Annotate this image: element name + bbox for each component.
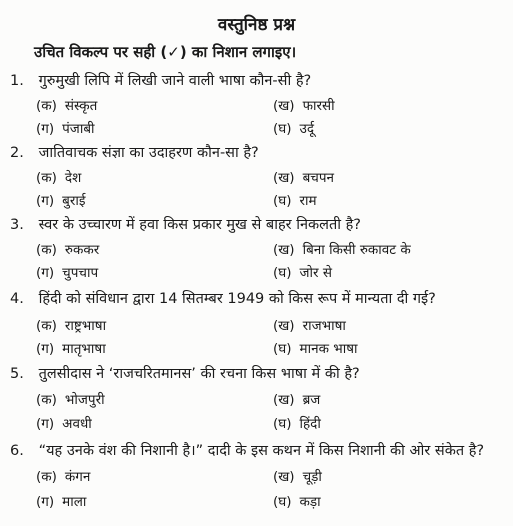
option-label: (ख)	[273, 242, 295, 258]
question-3	[10, 214, 510, 234]
option-6-ga[interactable]	[36, 492, 86, 510]
option-label: (ख)	[273, 469, 295, 485]
option-5-ka[interactable]	[36, 390, 105, 408]
question-text: “यह उनके वंश की निशानी है।” दादी के इस कथन में किस निशानी की ओर संकेत है?	[38, 443, 485, 459]
option-4-ga[interactable]	[36, 339, 106, 357]
option-5-ga[interactable]	[36, 414, 92, 432]
option-text: राम	[299, 193, 317, 209]
option-3-ga[interactable]	[36, 263, 98, 281]
option-text: राष्ट्रभाषा	[64, 318, 107, 334]
option-text: बुराई	[62, 193, 86, 209]
option-text: बचपन	[302, 170, 335, 186]
option-label: (ग)	[36, 494, 55, 510]
option-label: (ख)	[273, 392, 295, 408]
option-text: मानक भाषा	[299, 341, 358, 357]
option-label: (घ)	[273, 193, 292, 209]
option-text: ब्रज	[302, 392, 321, 408]
option-text: फारसी	[302, 98, 335, 114]
option-1-ka[interactable]	[36, 96, 97, 114]
question-number: 3.	[10, 217, 24, 233]
option-label: (ग)	[36, 193, 55, 209]
option-text: चूड़ी	[302, 469, 322, 485]
option-label: (घ)	[273, 494, 292, 510]
option-1-gha[interactable]	[273, 119, 314, 137]
option-text: भोजपुरी	[64, 392, 105, 408]
option-text: कंगन	[64, 469, 91, 485]
option-label: (ग)	[36, 121, 55, 137]
question-4	[10, 288, 510, 308]
option-text: चुपचाप	[62, 265, 99, 281]
option-4-ka[interactable]	[36, 316, 106, 334]
question-text: गुरुमुखी लिपि में लिखी जाने वाली भाषा कौन-सी है?	[38, 73, 312, 89]
option-text: देश	[64, 170, 82, 186]
option-2-kha[interactable]	[273, 168, 334, 186]
option-2-ka[interactable]	[36, 168, 81, 186]
option-6-gha[interactable]	[273, 492, 321, 510]
option-label: (ख)	[273, 98, 295, 114]
question-number: 6.	[10, 443, 24, 459]
option-1-kha[interactable]	[273, 96, 335, 114]
option-text: रुककर	[64, 242, 100, 258]
option-5-gha[interactable]	[273, 414, 321, 432]
option-1-ga[interactable]	[36, 119, 95, 137]
option-3-ka[interactable]	[36, 240, 99, 258]
option-text: पंजाबी	[62, 121, 95, 137]
option-label: (ख)	[273, 170, 295, 186]
question-6	[10, 440, 510, 460]
option-text: जोर से	[299, 265, 332, 281]
question-number: 5.	[10, 366, 24, 382]
option-label: (क)	[36, 392, 57, 408]
question-number: 4.	[10, 291, 24, 307]
option-label: (ग)	[36, 265, 55, 281]
option-label: (क)	[36, 98, 57, 114]
option-label: (ग)	[36, 416, 55, 432]
question-number: 2.	[10, 145, 24, 161]
option-text: राजभाषा	[302, 318, 346, 334]
option-4-kha[interactable]	[273, 316, 346, 334]
question-text: जातिवाचक संज्ञा का उदाहरण कौन-सा है?	[38, 145, 259, 161]
option-2-ga[interactable]	[36, 191, 86, 209]
option-6-ka[interactable]	[36, 467, 90, 485]
question-text: तुलसीदास ने ‘राजचरितमानस’ की रचना किस भाषा में की है?	[38, 366, 360, 382]
option-6-kha[interactable]	[273, 467, 322, 485]
instruction-text: उचित विकल्प पर सही (✓) का निशान लगाइए।	[34, 43, 297, 61]
option-label: (घ)	[273, 265, 292, 281]
option-label: (ग)	[36, 341, 55, 357]
option-label: (ख)	[273, 318, 295, 334]
option-label: (घ)	[273, 341, 292, 357]
page-title: वस्तुनिष्ठ प्रश्न	[217, 15, 296, 35]
option-4-gha[interactable]	[273, 339, 358, 357]
question-text: हिंदी को संविधान द्वारा 14 सितम्बर 1949 को किस रूप में मान्यता दी गई?	[38, 291, 436, 307]
option-text: संस्कृत	[64, 98, 98, 114]
option-label: (क)	[36, 170, 57, 186]
option-3-kha[interactable]	[273, 240, 411, 258]
option-text: माला	[62, 494, 87, 510]
question-text: स्वर के उच्चारण में हवा किस प्रकार मुख से बाहर निकलती है?	[38, 217, 362, 233]
option-text: बिना किसी रुकावट के	[302, 242, 411, 258]
option-3-gha[interactable]	[273, 263, 332, 281]
option-label: (क)	[36, 469, 57, 485]
option-2-gha[interactable]	[273, 191, 317, 209]
option-text: मातृभाषा	[62, 341, 106, 357]
question-number: 1.	[10, 73, 24, 89]
option-5-kha[interactable]	[273, 390, 320, 408]
question-2	[10, 142, 510, 162]
option-label: (क)	[36, 242, 57, 258]
question-5	[10, 363, 510, 383]
option-text: उर्दू	[299, 121, 315, 137]
option-text: अवधी	[62, 416, 92, 432]
option-label: (घ)	[273, 121, 292, 137]
option-text: कड़ा	[299, 494, 321, 510]
question-1	[10, 70, 510, 90]
option-label: (घ)	[273, 416, 292, 432]
option-text: हिंदी	[299, 416, 321, 432]
option-label: (क)	[36, 318, 57, 334]
